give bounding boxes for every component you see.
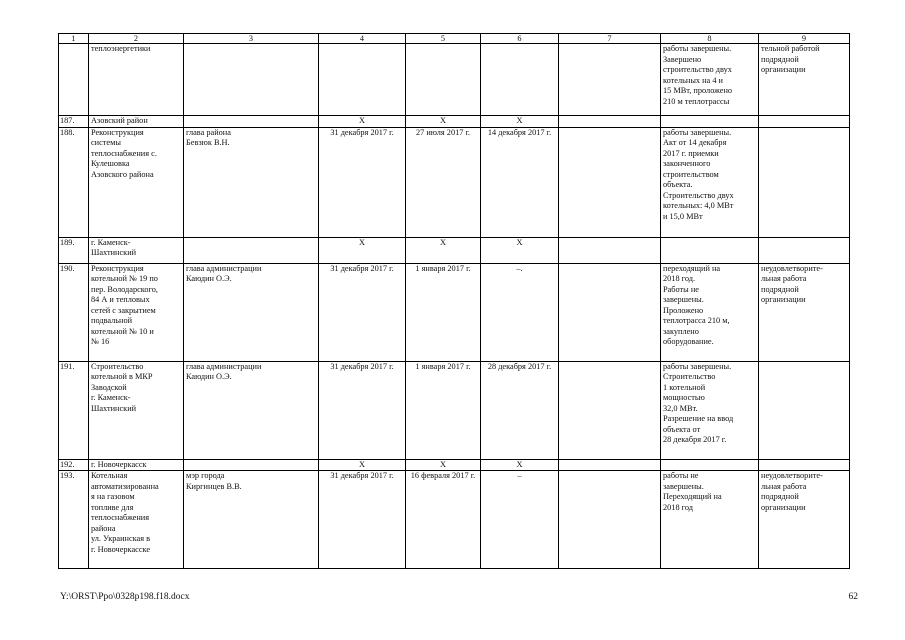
cell-planned-date: 31 декабря 2017 г.	[319, 471, 406, 569]
table-row	[59, 459, 850, 471]
cell-responsible-person: глава администрации Каюдин О.Э.	[184, 263, 319, 361]
cell-start-date: 1 января 2017 г.	[406, 263, 481, 361]
cell-object-name: Котельная автоматизированна я на газовом топливе для теплоснабжения района ул. Украинская в г. Новочеркасске	[89, 471, 184, 569]
cell-start-date: X	[406, 459, 481, 471]
table-row	[59, 471, 850, 569]
cell-planned-date	[319, 44, 406, 116]
cell-work-status: работы не завершены. Переходящий на 2018 год	[661, 471, 759, 569]
cell-object-name: теплоэнергетики	[89, 44, 184, 116]
cell-object-name: г. Новочеркасск	[89, 459, 184, 471]
cell-object-name: Реконструкция системы теплоснабжения с. Кулешовка Азовского района	[89, 127, 184, 237]
column-header: 9	[759, 34, 850, 44]
cell-completion-date: –	[481, 471, 559, 569]
table-row	[59, 361, 850, 459]
cell-start-date: 27 июля 2017 г.	[406, 127, 481, 237]
cell-completion-date: 14 декабря 2017 г.	[481, 127, 559, 237]
cell-object-name: Строительство котельной в МКР Заводской г. Каменск- Шахтинский	[89, 361, 184, 459]
cell-planned-date: X	[319, 237, 406, 263]
cell-completion-date: X	[481, 116, 559, 128]
cell-row-number: 187.	[59, 116, 89, 128]
cell-work-status: работы завершены. Акт от 14 декабря 2017 г. приемки законченного строительством объекта. Строительство двух котельных: 4,0 МВт и 15,0 МВт	[661, 127, 759, 237]
cell-reason	[759, 237, 850, 263]
column-number-row	[59, 34, 850, 44]
cell-reason: неудовлетворите- льная работа подрядной организации	[759, 263, 850, 361]
cell-planned-date: X	[319, 116, 406, 128]
cell-reason: тельной работой подрядной организации	[759, 44, 850, 116]
cell-reason: неудовлетворите- льная работа подрядной организации	[759, 471, 850, 569]
cell-start-date: 1 января 2017 г.	[406, 361, 481, 459]
cell-reason	[759, 361, 850, 459]
cell-reason	[759, 459, 850, 471]
page-number: 62	[848, 592, 858, 602]
cell-column-7	[559, 263, 661, 361]
cell-work-status: работы завершены. Строительство 1 котельной мощностью 32,0 МВт. Разрешение на ввод объекта от 28 декабря 2017 г.	[661, 361, 759, 459]
cell-column-7	[559, 459, 661, 471]
cell-responsible-person: мэр города Киргинцев В.В.	[184, 471, 319, 569]
column-header: 4	[319, 34, 406, 44]
cell-object-name: Азовский район	[89, 116, 184, 128]
cell-work-status	[661, 237, 759, 263]
cell-reason	[759, 116, 850, 128]
column-header: 8	[661, 34, 759, 44]
cell-row-number: 189.	[59, 237, 89, 263]
cell-planned-date: 31 декабря 2017 г.	[319, 127, 406, 237]
cell-completion-date: X	[481, 459, 559, 471]
table-row	[59, 127, 850, 237]
table-body	[59, 44, 850, 569]
cell-completion-date: –.	[481, 263, 559, 361]
column-header: 5	[406, 34, 481, 44]
table-row	[59, 44, 850, 116]
column-header: 3	[184, 34, 319, 44]
cell-responsible-person: глава администрации Каюдин О.Э.	[184, 361, 319, 459]
cell-completion-date	[481, 44, 559, 116]
cell-start-date: 16 февраля 2017 г.	[406, 471, 481, 569]
cell-start-date: X	[406, 116, 481, 128]
table-row	[59, 237, 850, 263]
cell-column-7	[559, 127, 661, 237]
document-table	[58, 33, 850, 569]
cell-responsible-person	[184, 459, 319, 471]
file-path-footer: Y:\ORST\Ppo\0328p198.f18.docx	[60, 592, 190, 602]
cell-row-number: 188.	[59, 127, 89, 237]
cell-row-number: 193.	[59, 471, 89, 569]
table-row	[59, 116, 850, 128]
cell-row-number: 191.	[59, 361, 89, 459]
cell-row-number: 190.	[59, 263, 89, 361]
cell-responsible-person	[184, 44, 319, 116]
cell-reason	[759, 127, 850, 237]
table-row	[59, 263, 850, 361]
cell-responsible-person: глава района Бевзюк В.Н.	[184, 127, 319, 237]
cell-planned-date: X	[319, 459, 406, 471]
cell-start-date: X	[406, 237, 481, 263]
cell-completion-date: 28 декабря 2017 г.	[481, 361, 559, 459]
cell-row-number	[59, 44, 89, 116]
cell-row-number: 192.	[59, 459, 89, 471]
cell-column-7	[559, 116, 661, 128]
cell-planned-date: 31 декабря 2017 г.	[319, 263, 406, 361]
cell-object-name: г. Каменск- Шахтинский	[89, 237, 184, 263]
cell-planned-date: 31 декабря 2017 г.	[319, 361, 406, 459]
cell-work-status: переходящий на 2018 год. Работы не завершены. Проложено теплотрасса 210 м, закуплено оборудование.	[661, 263, 759, 361]
cell-start-date	[406, 44, 481, 116]
cell-column-7	[559, 44, 661, 116]
cell-responsible-person	[184, 237, 319, 263]
cell-responsible-person	[184, 116, 319, 128]
cell-completion-date: X	[481, 237, 559, 263]
cell-object-name: Реконструкция котельной № 19 по пер. Володарского, 84 А и тепловых сетей с закрытием подвальной котельной № 10 и № 16	[89, 263, 184, 361]
column-header: 6	[481, 34, 559, 44]
column-header: 2	[89, 34, 184, 44]
cell-work-status	[661, 116, 759, 128]
column-header: 1	[59, 34, 89, 44]
column-header: 7	[559, 34, 661, 44]
cell-work-status	[661, 459, 759, 471]
cell-column-7	[559, 237, 661, 263]
cell-work-status: работы завершены. Завершено строительство двух котельных на 4 и 15 МВт, проложено 210 м теплотрассы	[661, 44, 759, 116]
cell-column-7	[559, 361, 661, 459]
cell-column-7	[559, 471, 661, 569]
